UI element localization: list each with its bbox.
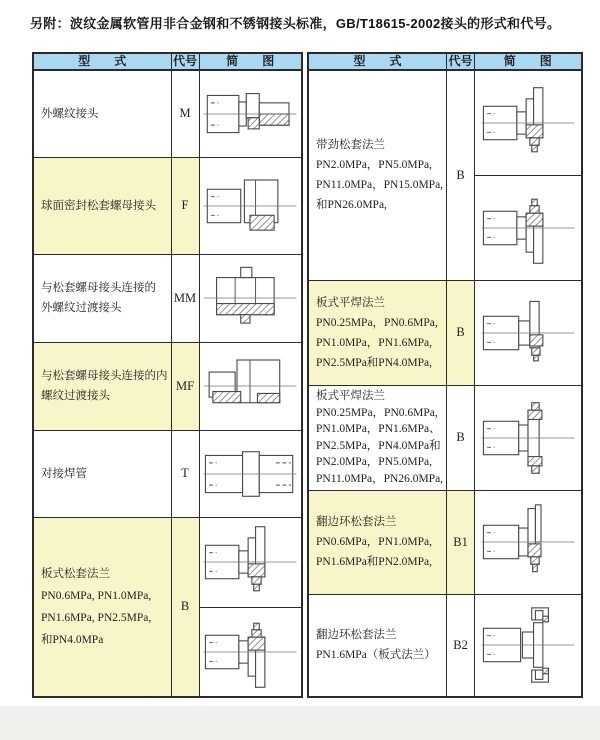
diagram-cell (199, 254, 302, 342)
diagram-cell (475, 594, 582, 697)
type-line: PN1.0MPa，PN1.6MPa、 (316, 423, 441, 435)
column-header-diagram: 简 图 (199, 53, 302, 70)
type-line: PN1.6MPa, PN2.5MPa, (41, 611, 152, 624)
type-cell (308, 385, 447, 490)
type-line: 和PN4.0MPa (41, 633, 104, 646)
column-header-type: 型 式 (33, 53, 171, 70)
diagram-cell (475, 385, 582, 490)
column-header-code: 代号 (172, 54, 197, 68)
table-row (33, 254, 302, 342)
type-line: 螺纹过渡接头 (41, 390, 110, 402)
type-line: PN2.0MPa，PN5.0MPa, (316, 159, 432, 172)
type-line: 带劲松套法兰 (316, 139, 385, 152)
code-cell: T (171, 430, 199, 517)
type-line: PN0.25MPa，PN0.6MPa, (316, 406, 438, 419)
code-cell: MM (171, 254, 199, 342)
type-line: 与松套螺母接头连接的 (41, 282, 156, 294)
diagram-cell (199, 157, 302, 254)
code-cell: B2 (447, 594, 475, 697)
fitting-diagram (200, 435, 302, 513)
fitting-types-table-right (307, 52, 583, 698)
fitting-diagram (475, 399, 581, 477)
type-line: PN11.0MPa，PN26.0MPa, (316, 472, 444, 485)
fitting-diagram (475, 294, 581, 372)
fitting-tables (32, 52, 583, 698)
type-cell (33, 430, 171, 517)
fitting-diagram (200, 167, 302, 245)
type-line: PN1.6MPa和PN2.0MPa, (316, 556, 432, 568)
type-line: 对接焊管 (41, 467, 87, 480)
type-cell (33, 342, 171, 430)
diagram-cell (475, 280, 582, 385)
type-line: 外螺纹过渡接头 (41, 302, 122, 314)
type-line: 外螺纹接头 (41, 107, 99, 120)
type-line: PN2.0MPa，PN5.0MPa, (316, 456, 432, 468)
table-row (33, 157, 302, 254)
diagram-cell (199, 430, 302, 517)
fitting-diagram (200, 75, 302, 153)
type-line: 翻边环松套法兰 (316, 629, 397, 642)
type-line: 板式平焊法兰 (316, 390, 385, 402)
type-line: 和PN26.0MPa, (316, 199, 387, 212)
column-header-diagram: 简 图 (475, 53, 582, 70)
code-cell: B (447, 385, 475, 490)
table-row (308, 385, 582, 490)
table-header-row (308, 53, 582, 70)
type-line: PN2.5MPa和PN4.0MPa, (316, 356, 432, 369)
fitting-diagram (200, 607, 302, 696)
table-row (308, 70, 582, 280)
type-cell (33, 254, 171, 342)
page-title: 另附：波纹金属软管用非合金钢和不锈钢接头标准，GB/T18615-2002接头的形式和代号。 (30, 16, 561, 31)
type-line: PN0.6MPa, PN1.0MPa, (41, 589, 152, 602)
column-header-type: 型 式 (308, 53, 447, 70)
table-row (308, 490, 582, 594)
type-line: PN0.25MPa，PN0.6MPa, (316, 316, 438, 329)
type-cell (308, 490, 447, 594)
type-line: PN0.6MPa，PN1.0MPa, (316, 536, 432, 548)
fitting-diagram (200, 259, 302, 337)
fitting-diagram (475, 71, 581, 175)
column-header-code: 代号 (448, 54, 473, 68)
fitting-diagram (200, 347, 302, 425)
type-line: 与松套螺母接头连接的内 (41, 370, 168, 382)
type-cell (308, 594, 447, 697)
type-cell (308, 280, 447, 385)
fitting-diagram (475, 175, 581, 279)
fitting-diagram (475, 503, 581, 581)
fitting-types-table-left (32, 52, 303, 698)
type-line: 翻边环松套法兰 (316, 516, 397, 528)
diagram-cell (475, 70, 582, 280)
diagram-cell (199, 517, 302, 697)
type-cell (33, 517, 171, 697)
diagram-cell (475, 490, 582, 594)
code-cell: B (171, 517, 199, 697)
table-row (33, 430, 302, 517)
table-row (33, 342, 302, 430)
type-line: PN11.0MPa，PN15.0MPa, (316, 179, 444, 192)
code-cell: B1 (447, 490, 475, 594)
code-cell: B (447, 70, 475, 280)
type-line: PN1.0MPa，PN1.6MPa, (316, 336, 432, 349)
table-row (33, 517, 302, 697)
type-line: 板式平焊法兰 (316, 296, 385, 309)
code-cell: MF (171, 342, 199, 430)
fitting-diagram (200, 518, 302, 607)
fitting-diagram (475, 606, 581, 684)
table-row (33, 70, 302, 157)
table-row (308, 594, 582, 697)
page-bottom-margin (0, 706, 600, 740)
code-cell: B (447, 280, 475, 385)
diagram-cell (199, 70, 302, 157)
type-cell (308, 70, 447, 280)
type-cell (33, 70, 171, 157)
code-cell: M (171, 70, 199, 157)
type-line: 板式松套法兰 (41, 567, 110, 580)
diagram-cell (199, 342, 302, 430)
type-line: 球面密封松套螺母接头 (41, 199, 156, 212)
table-row (308, 280, 582, 385)
code-cell: F (171, 157, 199, 254)
table-header-row (33, 53, 302, 70)
type-cell (33, 157, 171, 254)
type-line: PN1.6MPa（板式法兰） (316, 649, 436, 662)
type-line: PN2.5MPa，PN4.0MPa和 (316, 439, 441, 452)
